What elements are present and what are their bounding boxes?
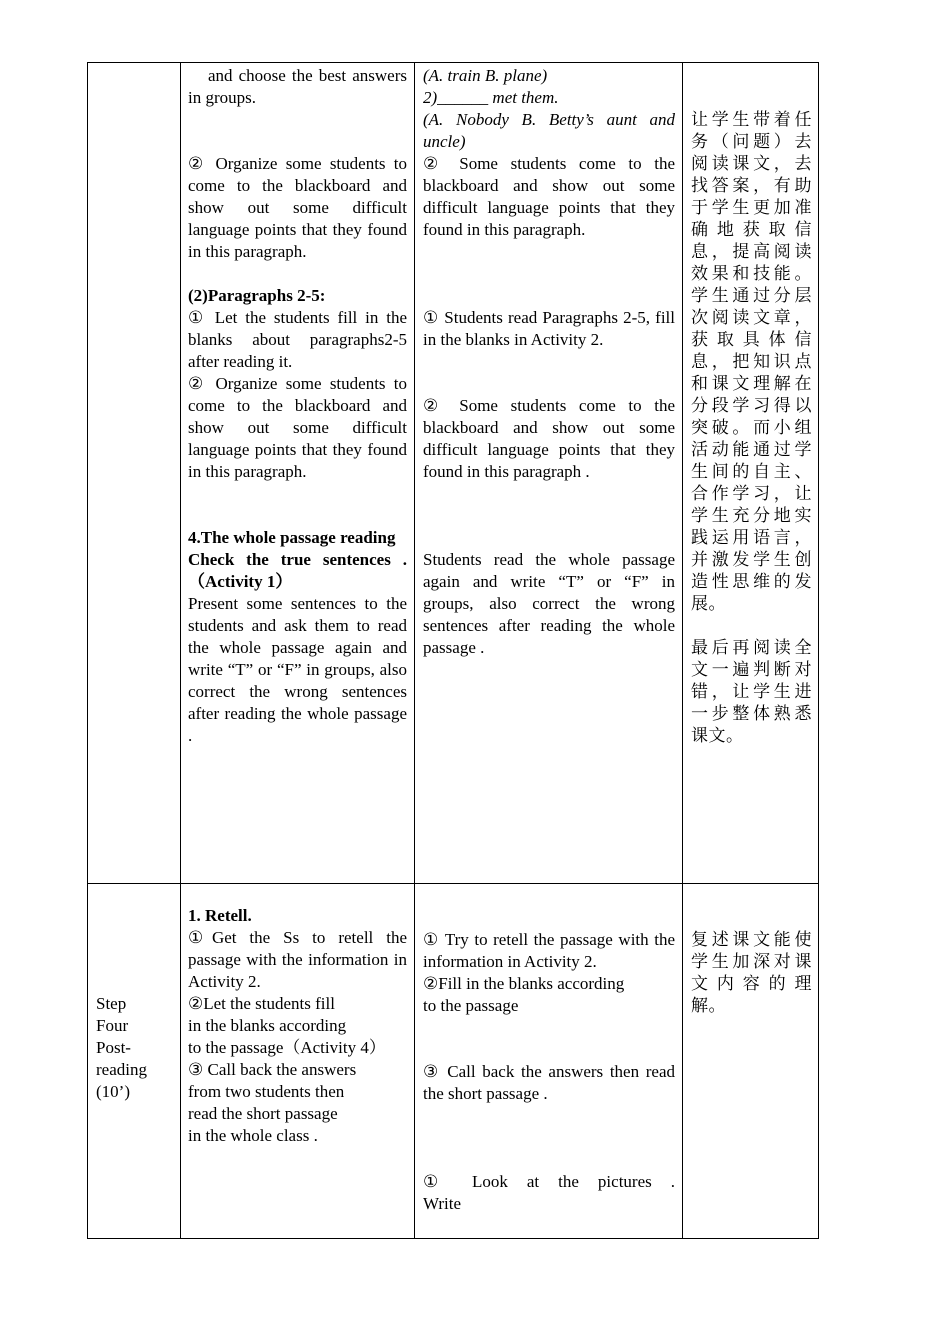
- question-text: 2)______ met them.: [423, 88, 559, 107]
- row1-student-activity-cell: [423, 65, 675, 659]
- instruction-text: ① Let the students fill in the blanks about paragraphs2-5 after reading it.: [188, 308, 407, 371]
- section-heading: 1. Retell.: [188, 906, 252, 925]
- purpose-text: 让学生带着任务（问题）去阅读课文，去找答案，有助于学生更加准确地获取信息，提高阅读效果和技能。学生通过分层次阅读文章，获取具体信息，把知识点和课文理解在分段学习得以突破。而小组活动能通过学生间的自主、合作学习，让学生充分地实践运用语言，并激发学生创造性思维的发展。: [691, 110, 812, 614]
- instruction-text: ② Organize some students to come to the blackboard and show out some difficult language points that they found in this paragraph.: [188, 154, 407, 261]
- row-divider: [88, 883, 818, 884]
- activity-text: ② Some students come to the blackboard and show out some difficult language points that they found in this paragraph .: [423, 396, 675, 481]
- instruction-text: ②Let the students fill: [188, 994, 335, 1013]
- purpose-text: 最后再阅读全文一遍判断对错，让学生进一步整体熟悉课文。: [691, 638, 812, 746]
- activity-text: Write: [423, 1194, 462, 1213]
- instruction-text: from two students then: [188, 1082, 345, 1101]
- instruction-text: ② Organize some students to come to the blackboard and show out some difficult language points that they found in this paragraph.: [188, 374, 407, 481]
- activity-text: ② Some students come to the blackboard and show out some difficult language points that they found in this paragraph.: [423, 154, 675, 239]
- activity-text: Students read the whole passage again and write “T” or “F” in groups, also correct the wrong sentences after reading the whole passage .: [423, 550, 675, 657]
- column-divider: [682, 63, 683, 1238]
- activity-text: ① Look at the pictures .: [423, 1172, 675, 1191]
- instruction-text: and choose the best answers in groups.: [188, 66, 407, 107]
- instruction-text: Present some sentences to the students and ask them to read the whole passage again and write “T” or “F” in groups, also correct the wrong sentences after reading the whole passage .: [188, 594, 407, 745]
- option-text: (A. Nobody B. Betty’s aunt and uncle): [423, 110, 675, 151]
- purpose-text: 复述课文能使学生加深对课文内容的理解。: [691, 930, 812, 1016]
- row2-teacher-activity-cell: [188, 905, 407, 1147]
- lesson-plan-table: [87, 62, 819, 1239]
- activity-text: ① Students read Paragraphs 2-5, fill in the blanks in Activity 2.: [423, 308, 675, 349]
- row2-design-intent-cell: [691, 929, 812, 1017]
- instruction-text: read the short passage: [188, 1104, 338, 1123]
- section-heading: Check the true sentences .（Activity 1）: [188, 550, 407, 591]
- section-heading: 4.The whole passage reading: [188, 528, 396, 547]
- step-label: Four: [96, 1016, 129, 1035]
- instruction-text: in the whole class .: [188, 1126, 318, 1145]
- step-label-cell: [96, 993, 176, 1103]
- activity-text: ① Try to retell the passage with the information in Activity 2.: [423, 930, 675, 971]
- column-divider: [414, 63, 415, 1238]
- instruction-text: to the passage（Activity 4）: [188, 1038, 386, 1057]
- option-text: (A. train B. plane): [423, 66, 548, 85]
- activity-text: ③ Call back the answers then read the short passage .: [423, 1062, 675, 1103]
- instruction-text: ①Get the Ss to retell the passage with the information in Activity 2.: [188, 928, 407, 991]
- step-label: reading: [96, 1060, 147, 1079]
- row1-design-intent-cell: [691, 109, 812, 747]
- column-divider: [180, 63, 181, 1238]
- row2-student-activity-cell: [423, 929, 675, 1215]
- step-label: Step: [96, 994, 127, 1013]
- step-time: (10’): [96, 1082, 130, 1101]
- step-label: Post-: [96, 1038, 131, 1057]
- row1-teacher-activity-cell: [188, 65, 407, 747]
- activity-text: ②Fill in the blanks according: [423, 974, 625, 993]
- instruction-text: in the blanks according: [188, 1016, 347, 1035]
- activity-text: to the passage: [423, 996, 519, 1015]
- instruction-text: ③ Call back the answers: [188, 1060, 357, 1079]
- section-heading: (2)Paragraphs 2-5:: [188, 286, 326, 305]
